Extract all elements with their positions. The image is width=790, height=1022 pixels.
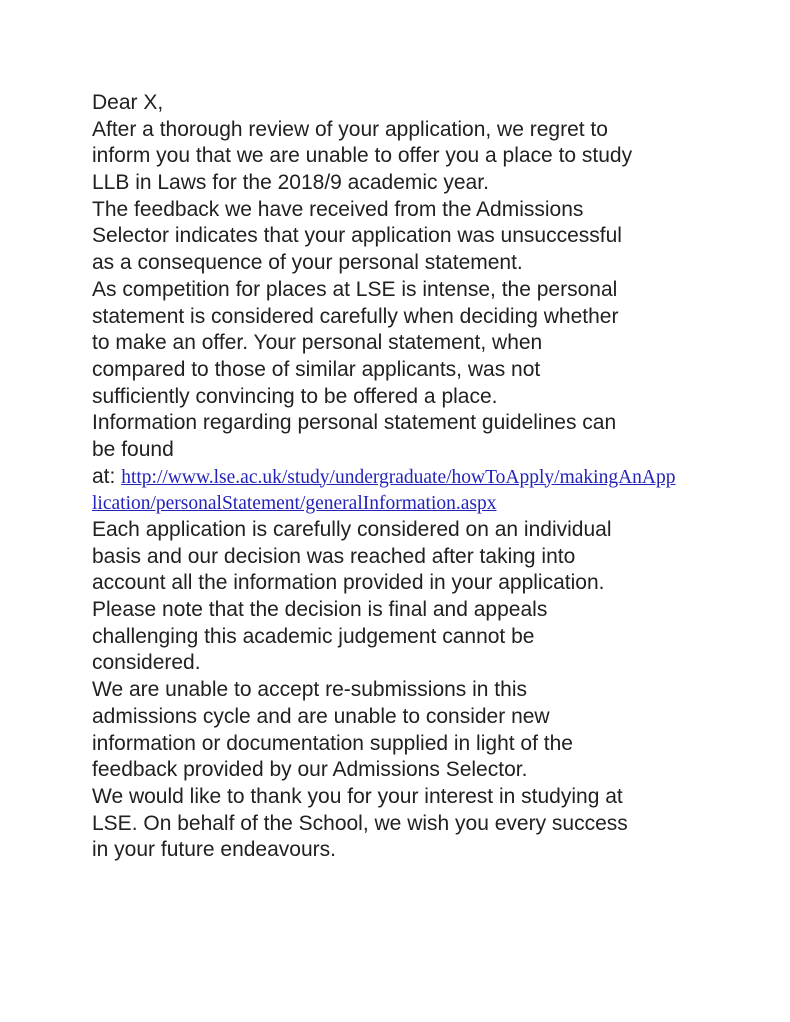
letter-line: compared to those of similar applicants, was not bbox=[92, 357, 541, 381]
letter-line: We would like to thank you for your interest in studying at bbox=[92, 784, 623, 808]
personal-statement-guidelines-link-line2[interactable]: lication/personalStatement/generalInformation.aspx bbox=[92, 493, 497, 515]
letter-line: statement is considered carefully when deciding whether bbox=[92, 304, 619, 328]
letter-line: information or documentation supplied in light of the bbox=[92, 731, 573, 755]
letter-line: account all the information provided in your application. bbox=[92, 571, 605, 595]
letter-line: We are unable to accept re-submissions in this bbox=[92, 678, 527, 702]
letter-line: LLB in Laws for the 2018/9 academic year. bbox=[92, 171, 489, 195]
letter-line: in your future endeavours. bbox=[92, 838, 336, 862]
letter-line: admissions cycle and are unable to consider new bbox=[92, 704, 550, 728]
letter-line: feedback provided by our Admissions Selector. bbox=[92, 758, 528, 782]
letter-line: Selector indicates that your application was unsuccessful bbox=[92, 224, 622, 248]
letter-line-link bbox=[92, 490, 676, 517]
personal-statement-guidelines-link-line1[interactable]: http://www.lse.ac.uk/study/undergraduate/howToApply/makingAnApp bbox=[121, 466, 676, 488]
letter-line: The feedback we have received from the Admissions bbox=[92, 197, 584, 221]
letter-line: Information regarding personal statement guidelines can bbox=[92, 411, 617, 435]
letter-line: LSE. On behalf of the School, we wish you every success bbox=[92, 811, 628, 835]
letter-line: basis and our decision was reached after taking into bbox=[92, 544, 576, 568]
letter-line: Each application is carefully considered on an individual bbox=[92, 518, 612, 541]
letter-line: inform you that we are unable to offer you a place to study bbox=[92, 144, 633, 168]
letter-line: Dear X, bbox=[92, 91, 164, 114]
letter-line: challenging this academic judgement cannot be bbox=[92, 624, 535, 648]
letter-line-link bbox=[92, 464, 676, 491]
letter-line: be found bbox=[92, 437, 174, 461]
letter-line: As competition for places at LSE is intense, the personal bbox=[92, 277, 618, 301]
link-prefix: at: bbox=[92, 464, 122, 488]
letter-line: sufficiently convincing to be offered a place. bbox=[92, 384, 498, 408]
letter-line: as a consequence of your personal statement. bbox=[92, 251, 523, 275]
letter-line: to make an offer. Your personal statement, when bbox=[92, 331, 543, 355]
letter-line: considered. bbox=[92, 651, 201, 675]
rejection-letter-body bbox=[92, 90, 676, 864]
letter-line: Please note that the decision is final and appeals bbox=[92, 598, 548, 622]
letter-line: After a thorough review of your application, we regret to bbox=[92, 117, 608, 141]
